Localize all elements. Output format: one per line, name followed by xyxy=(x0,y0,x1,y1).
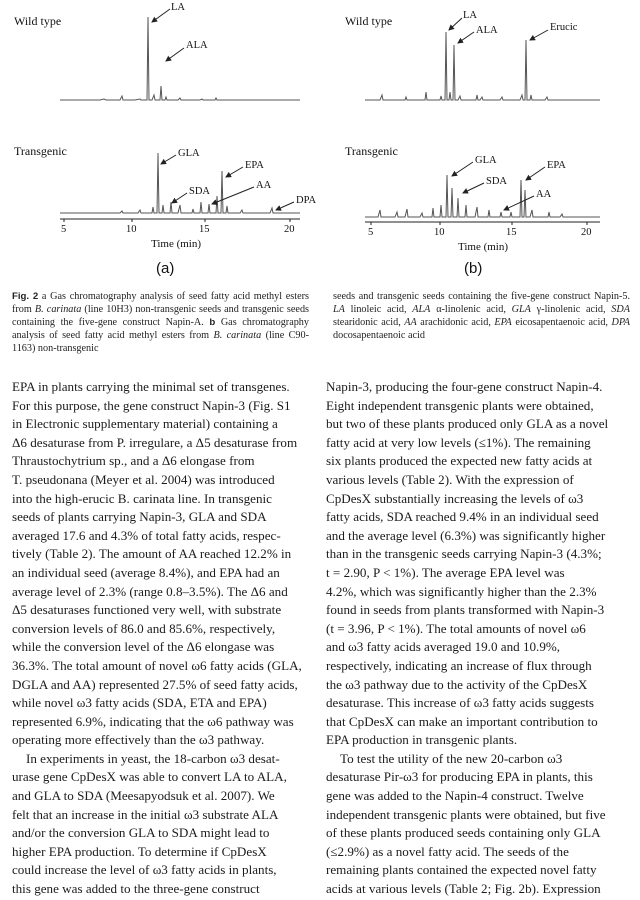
peak-label-ala-b: ALA xyxy=(476,25,498,36)
panel-b-tick-10: 10 xyxy=(434,227,445,238)
body-line: remaining plants contained the expected novel fatty xyxy=(326,862,597,878)
body-line: 4.2%, which was significantly higher than the 2.3% xyxy=(326,583,597,599)
body-line: Δ5 desaturases functioned very well, with substrate xyxy=(12,602,282,618)
peak-label-ala-a: ALA xyxy=(186,40,208,51)
arrow-la-a xyxy=(152,9,170,22)
body-line: For this purpose, the gene construct Napin-3 (Fig. S1 xyxy=(12,397,291,413)
arrow-erucic-b xyxy=(530,30,548,40)
body-line: To test the utility of the new 20-carbon ω3 xyxy=(340,750,563,766)
body-line: conversion levels of 86.0 and 85.6%, respectively, xyxy=(12,620,276,636)
arrow-epa-b xyxy=(526,167,545,180)
peak-label-epa-a: EPA xyxy=(245,160,264,171)
body-line: felt that an increase in the initial ω3 substrate ALA xyxy=(12,806,279,822)
body-line: higher EPA production. To determine if CpDesX xyxy=(12,843,267,859)
body-line: DGLA and AA) represented 27.5% of seed fatty acids, xyxy=(12,676,298,692)
peak-label-gla-b: GLA xyxy=(475,155,497,166)
peak-label-la-b: LA xyxy=(463,10,477,21)
peak-label-la-a: LA xyxy=(171,2,185,13)
arrow-aa-a xyxy=(212,187,254,204)
body-line: an individual seed (average 8.4%), and EPA had an xyxy=(12,564,280,580)
panel-b-tick-5: 5 xyxy=(368,227,374,238)
panel-b-transgenic-label: Transgenic xyxy=(345,144,398,158)
peak-label-sda-a: SDA xyxy=(189,186,211,197)
arrow-epa-a xyxy=(226,167,243,177)
body-line: (≤2.9%) as a novel fatty acid. The seeds of the xyxy=(326,843,569,859)
peak-label-aa-a: AA xyxy=(256,180,272,191)
panel-a-label: (a) xyxy=(156,260,175,277)
arrow-ala-b xyxy=(458,32,474,43)
arrow-aa-b xyxy=(504,196,534,210)
panel-b-wild-type-trace xyxy=(365,32,600,100)
body-line: into the high-erucic B. carinata line. In transgenic xyxy=(12,490,272,506)
body-line: could increase the level of ω3 fatty acids in plants, xyxy=(12,862,277,878)
panel-b-x-axis-title: Time (min) xyxy=(458,241,509,253)
panel-a-tick-5: 5 xyxy=(61,224,67,235)
peak-label-sda-b: SDA xyxy=(486,176,508,187)
panel-b-wild-type-label: Wild type xyxy=(345,14,393,28)
body-line: desaturase. This increase of ω3 fatty acids suggests xyxy=(326,695,594,711)
body-line: six plants produced the expected new fatty acids at xyxy=(326,453,593,469)
body-line: Eight independent transgenic plants were obtained, xyxy=(326,397,594,413)
body-line: that CpDesX can make an important contribution to xyxy=(326,713,598,729)
body-line: of these plants produced seeds containing only GLA xyxy=(326,825,601,841)
arrow-la-b xyxy=(449,18,462,30)
arrow-sda-a xyxy=(172,193,187,203)
panel-a-x-axis-title: Time (min) xyxy=(151,238,202,250)
figure-2 xyxy=(0,0,640,285)
body-line: respectively, indicating an increase of flux through xyxy=(326,657,592,673)
peak-label-dpa-a: DPA xyxy=(296,195,317,206)
body-line: t = 2.90, P < 1%). The average EPA level was xyxy=(326,564,565,580)
panel-b-transgenic-trace xyxy=(365,175,600,217)
body-line: and the average level (6.3%) was significantly higher xyxy=(326,527,606,543)
body-column-right xyxy=(326,378,632,899)
arrow-dpa-a xyxy=(276,202,294,210)
caption-fig-number: Fig. 2 xyxy=(12,291,39,302)
body-line: found in seeds from plants transformed with Napin-3 xyxy=(326,602,605,618)
panel-a-tick-15: 15 xyxy=(199,224,210,235)
body-line: gene was added to the Napin-4 construct. Twelve xyxy=(326,788,584,804)
arrow-gla-b xyxy=(452,162,473,176)
chromatogram-figure xyxy=(0,0,640,285)
body-line: Δ6 desaturase from P. irregulare, a Δ5 desaturase from xyxy=(12,434,298,450)
body-line: tively (Table 2). The amount of AA reached 12.2% in xyxy=(12,546,292,562)
peak-label-epa-b: EPA xyxy=(547,160,566,171)
body-line: In experiments in yeast, the 18-carbon ω3 desat- xyxy=(26,750,280,766)
panel-a-tick-20: 20 xyxy=(284,224,295,235)
body-line: while novel ω3 fatty acids (SDA, ETA and EPA) xyxy=(12,695,267,711)
arrow-sda-b xyxy=(463,183,484,193)
body-line: and GLA to SDA (Meesapyodsuk et al. 2007). We xyxy=(12,788,275,804)
peak-label-aa-b: AA xyxy=(536,189,552,200)
body-line: while the conversion level of the Δ6 elongase was xyxy=(12,639,275,655)
body-line: but two of these plants produced only GLA as a novel xyxy=(326,416,609,432)
body-line: than in the transgenic seeds carrying Napin-3 (4.3%; xyxy=(326,546,602,562)
peak-label-erucic-b: Erucic xyxy=(550,22,578,33)
body-line: the ω3 pathway due to the activity of the CpDesX xyxy=(326,676,588,692)
body-line: various levels (Table 2). With the expression of xyxy=(326,471,574,487)
figure-caption-right: seeds and transgenic seeds containing the five-gene construct Napin-5. LA linoleic acid, ALA α-linolenic acid, GLA γ-linolenic acid, SDA stearidonic acid, AA arachidonic acid, EPA eicosapentaenoic acid, DPA docosapentaenoic acid xyxy=(333,291,631,341)
body-line: fatty acids, SDA reached 9.4% in an individual seed xyxy=(326,509,599,525)
body-line: EPA production in transgenic plants. xyxy=(326,732,518,748)
panel-b-label: (b) xyxy=(464,260,483,277)
arrow-gla-a xyxy=(161,155,176,164)
body-line: CpDesX substantially increasing the levels of ω3 xyxy=(326,490,584,506)
body-line: and/or the conversion GLA to SDA might lead to xyxy=(12,825,270,841)
body-line: Napin-3, producing the four-gene construct Napin-4. xyxy=(326,379,603,394)
body-line: acids at various levels (Table 2; Fig. 2b). Expression xyxy=(326,881,601,897)
body-line: T. pseudonana (Meyer et al. 2004) was introduced xyxy=(12,471,275,487)
panel-a-tick-10: 10 xyxy=(126,224,137,235)
body-line: independent transgenic plants were obtained, but five xyxy=(326,806,606,822)
body-line: in Electronic supplementary material) containing a xyxy=(12,416,278,432)
panel-a-wild-type-label: Wild type xyxy=(14,14,62,28)
body-line: EPA in plants carrying the minimal set of transgenes. xyxy=(12,379,290,394)
body-line: urase gene CpDesX was able to convert LA to ALA, xyxy=(12,769,287,785)
body-line: operating more effectively than the ω3 pathway. xyxy=(12,732,265,748)
figure-caption-left: Fig. 2 a Gas chromatography analysis of seed fatty acid methyl esters from B. carinata (line 10H3) non-transgenic seeds and transgenic seeds containing the five-gene construct Napin-A. b Gas chromatography analysis of seed fatty acid methyl esters from B. carinata (line C90-1163) non-transgenic xyxy=(12,291,310,354)
panel-a-transgenic-label: Transgenic xyxy=(14,144,67,158)
body-line: Thraustochytrium sp., and a Δ6 elongase from xyxy=(12,453,255,469)
body-column-left xyxy=(12,378,315,899)
body-line: represented 6.9%, indicating that the ω6 pathway was xyxy=(12,713,294,729)
body-line: averaged 17.6 and 4.3% of total fatty acids, respec- xyxy=(12,527,281,543)
body-line: 36.3%. The total amount of novel ω6 fatty acids (GLA, xyxy=(12,657,302,673)
body-line: fatty acid at very low levels (≤1%). The remaining xyxy=(326,434,591,450)
body-line: average level of 2.3% (range 0.8–3.5%). The Δ6 and xyxy=(12,583,288,599)
body-line: this gene was added to the three-gene construct xyxy=(12,881,260,897)
arrow-ala-a xyxy=(166,48,184,61)
body-line: seeds of plants carrying Napin-3, GLA and SDA xyxy=(12,509,267,525)
panel-b-tick-15: 15 xyxy=(506,227,517,238)
body-line: and ω3 fatty acids averaged 19.0 and 10.9%, xyxy=(326,639,561,655)
peak-label-gla-a: GLA xyxy=(178,148,200,159)
body-line: desaturase Pir-ω3 for producing EPA in plants, this xyxy=(326,769,593,785)
panel-a-wild-type-trace xyxy=(60,17,300,100)
body-line: (t = 3.96, P < 1%). The total amounts of novel ω6 xyxy=(326,620,586,636)
panel-b-tick-20: 20 xyxy=(581,227,592,238)
